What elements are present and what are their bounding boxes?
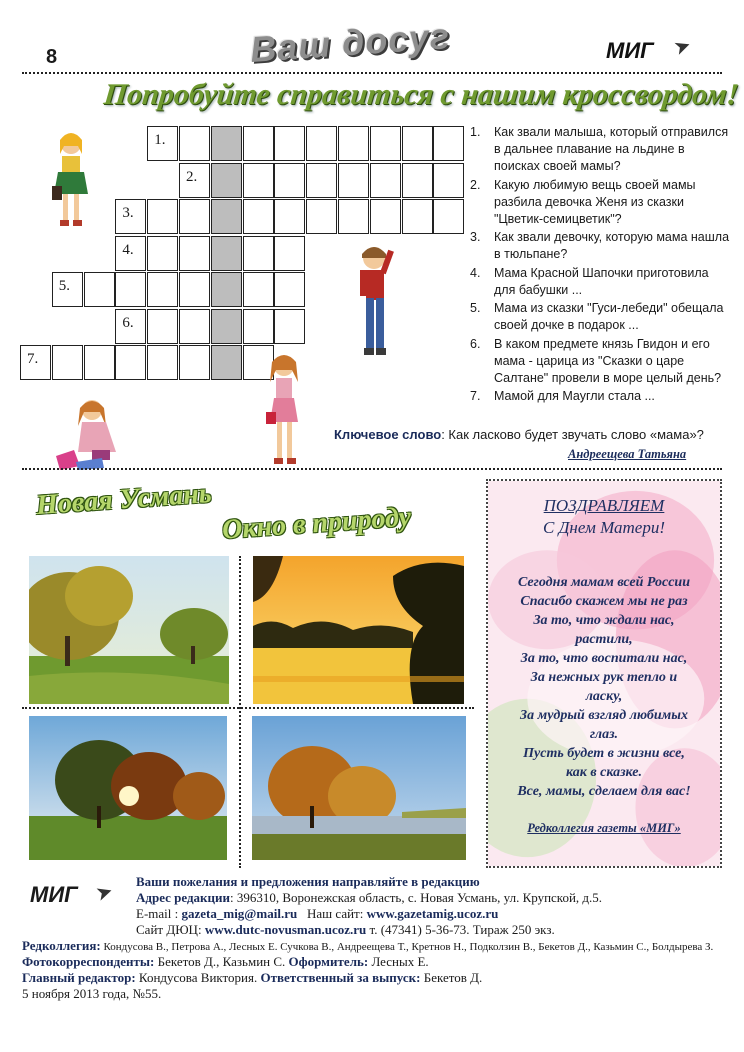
crossword-cell: 3. <box>115 199 146 234</box>
email-link[interactable]: gazeta_mig@mail.ru <box>181 906 298 921</box>
crossword-cell <box>274 272 305 307</box>
crossword-cell <box>243 309 274 344</box>
poem-line: ласку, <box>585 689 623 704</box>
poem-line: Спасибо скажем мы не раз <box>520 594 688 609</box>
crossword-cell <box>179 309 210 344</box>
footer-editor <box>22 970 482 986</box>
site2-label: Сайт ДЮЦ: <box>136 922 202 937</box>
crossword-cell: 1. <box>147 126 178 161</box>
divider <box>22 468 722 470</box>
question-text: В каком предмете князь Гвидон и его мама - царица из "Сказки о царе Салтане" провели в море целый день? <box>494 336 722 385</box>
nature-title-line1: Новая Усмань <box>35 477 213 522</box>
crossword-key-cell <box>211 309 242 344</box>
design-text: Лесных Е. <box>368 954 429 969</box>
paper-plane-icon: ➤ <box>93 879 116 907</box>
page-number: 8 <box>46 46 58 68</box>
question-item <box>470 265 732 299</box>
poem-line: За нежных рук тепло и <box>530 670 678 685</box>
greeting-line2: С Днем Матери! <box>543 518 665 537</box>
crossword-cell <box>402 163 433 198</box>
crossword-cell <box>433 199 464 234</box>
crossword-cell <box>370 163 401 198</box>
keyword-label: Ключевое слово <box>334 427 442 442</box>
crossword-key-cell <box>211 236 242 271</box>
footer-photographers <box>22 954 429 970</box>
girl-reading-figure <box>52 396 124 474</box>
crossword-cell <box>338 199 369 234</box>
release-label: Ответственный за выпуск: <box>260 970 421 985</box>
crossword-cell <box>179 199 210 234</box>
question-number: 1. <box>470 125 481 139</box>
crossword-cell <box>179 236 210 271</box>
footer-board <box>22 938 713 954</box>
poem-line: как в сказке. <box>566 765 642 780</box>
greeting-heading <box>488 495 720 539</box>
photo-text: Бекетов Д., Казьмин С. <box>154 954 289 969</box>
crossword-cell <box>338 126 369 161</box>
crossword-cell <box>433 163 464 198</box>
crossword-cell <box>274 126 305 161</box>
greeting-poem <box>488 573 720 801</box>
greeting-line1: ПОЗДРАВЛЯЕМ <box>543 496 665 515</box>
divider <box>22 707 474 709</box>
crossword-cell <box>147 272 178 307</box>
question-number: 6. <box>470 336 481 351</box>
photo-autumn-park <box>29 556 229 704</box>
question-text: Как звали девочку, которую мама нашла в тюльпане? <box>494 230 730 261</box>
crossword-cell <box>52 345 83 380</box>
site-link[interactable]: www.gazetamig.ucoz.ru <box>366 906 499 921</box>
question-number: 4. <box>470 265 481 280</box>
crossword-cell <box>84 345 115 380</box>
crossword-cell <box>306 126 337 161</box>
editor-label: Главный редактор: <box>22 970 136 985</box>
poem-line: За то, что ждали нас, <box>533 613 675 628</box>
crossword-cell <box>306 199 337 234</box>
girl-with-purse-figure <box>262 352 304 472</box>
crossword-cell <box>179 126 210 161</box>
crossword-cell <box>243 163 274 198</box>
crossword-key-cell <box>211 272 242 307</box>
email-label: E-mail : <box>136 906 179 921</box>
crossword-cell <box>338 163 369 198</box>
crossword-cell <box>274 199 305 234</box>
board-text: Кондусова В., Петрова А., Лесных Е. Сучкова В., Андреещева Т., Кретнов Н., Подколзин В., Бекетов Д., Казьмин С., Болдырева З. <box>100 941 714 953</box>
crossword-cell <box>402 126 433 161</box>
footer-invite: Ваши пожелания и предложения направляйте в редакцию <box>136 874 480 889</box>
crossword-cell <box>370 199 401 234</box>
crossword-cell <box>147 199 178 234</box>
board-label: Редколлегия: <box>22 938 101 953</box>
question-text: Мама Красной Шапочки приготовила для бабушки ... <box>494 265 709 297</box>
crossword-cell <box>243 126 274 161</box>
keyword-question <box>334 427 704 442</box>
crossword-cell <box>84 272 115 307</box>
release-text: Бекетов Д. <box>420 970 483 985</box>
mothers-day-greeting <box>486 479 722 868</box>
crossword-cell <box>274 236 305 271</box>
question-number: 3. <box>470 230 481 244</box>
question-text: Мамой для Маугли стала ... <box>494 389 655 403</box>
photo-golden-lake <box>253 556 464 704</box>
address-text: : 396310, Воронежская область, с. Новая Усмань, ул. Крупской, д.5. <box>230 890 603 905</box>
crossword-author: Андреещева Татьяна <box>568 447 687 461</box>
footer-logo: МИГ <box>30 882 78 907</box>
greeting-signature: Редколлегия газеты «МИГ» <box>527 821 681 835</box>
divider <box>239 556 241 868</box>
question-text: Какую любимую вещь своей мамы разбила девочка Женя из сказки "Цветик-семицветик"? <box>494 177 696 226</box>
editor-text: Кондусова Виктория. <box>135 970 261 985</box>
paper-plane-icon: ➤ <box>670 33 695 61</box>
crossword-cell <box>147 345 178 380</box>
crossword-cell: 7. <box>20 345 51 380</box>
crossword-cell: 4. <box>115 236 146 271</box>
crossword-cell <box>147 309 178 344</box>
footer-contacts <box>136 906 498 922</box>
question-text: Мама из сказки "Гуси-лебеди" обещала своей дочке в подарок ... <box>494 301 724 332</box>
photo-river-autumn <box>252 716 466 860</box>
issue-date: 5 ноября 2013 года, №55. <box>22 986 162 1001</box>
boy-waving-figure <box>352 240 400 362</box>
crossword-cell <box>274 163 305 198</box>
question-number: 2. <box>470 177 481 192</box>
crossword-questions <box>470 124 732 407</box>
crossword-cell <box>115 345 146 380</box>
crossword-key-cell <box>211 345 242 380</box>
crossword-cell <box>243 272 274 307</box>
poem-line: За то, что воспитали нас, <box>520 651 688 666</box>
crossword-cell: 2. <box>179 163 210 198</box>
crossword-cell <box>274 309 305 344</box>
question-item <box>470 300 732 334</box>
section-title: Ваш досуг <box>248 15 452 70</box>
crossword-cell <box>179 345 210 380</box>
divider <box>22 72 722 74</box>
girl-with-bag-figure <box>50 130 92 232</box>
crossword-cell <box>370 126 401 161</box>
question-number: 7. <box>470 389 481 403</box>
phone-text: т. (47341) 5-36-73. Тираж 250 экз. <box>366 922 555 937</box>
crossword-title: Попробуйте справиться с нашим кроссвордом! <box>102 78 741 111</box>
crossword-cell: 6. <box>115 309 146 344</box>
crossword-cell <box>243 236 274 271</box>
crossword-cell <box>402 199 433 234</box>
site-label: Наш сайт: <box>306 906 364 921</box>
nature-title-line2: Окно в природу <box>221 501 413 546</box>
question-item <box>470 177 732 228</box>
footer-address <box>136 890 602 906</box>
poem-line: глаз. <box>589 727 619 742</box>
question-number: 5. <box>470 301 481 315</box>
crossword-key-cell <box>211 163 242 198</box>
photo-label: Фотокорреспонденты: <box>22 954 155 969</box>
design-label: Оформитель: <box>288 954 369 969</box>
address-label: Адрес редакции <box>136 890 231 905</box>
crossword-cell <box>179 272 210 307</box>
crossword-cell <box>243 199 274 234</box>
footer-site2 <box>136 922 555 938</box>
poem-line: За мудрый взгляд любимых <box>520 708 688 723</box>
crossword-cell <box>306 163 337 198</box>
newspaper-logo: МИГ <box>606 38 654 63</box>
crossword-cell <box>115 272 146 307</box>
crossword-key-cell <box>211 199 242 234</box>
site2-link[interactable]: www.dutc-novusman.ucoz.ru <box>204 922 367 937</box>
crossword-cell: 5. <box>52 272 83 307</box>
question-item <box>470 229 732 263</box>
poem-line: растили, <box>575 632 633 647</box>
keyword-text: : Как ласково будет звучать слово «мама»? <box>441 427 704 442</box>
question-item <box>470 124 732 175</box>
crossword-cell <box>147 236 178 271</box>
poem-line: Сегодня мамам всей России <box>518 575 690 590</box>
question-text: Как звали малыша, который отправился в дальнее плавание на льдине в поисках своей мамы? <box>494 125 729 173</box>
question-item <box>470 388 732 405</box>
poem-line: Все, мамы, сделаем для вас! <box>517 784 691 799</box>
photo-sunset-trees <box>29 716 227 860</box>
question-item <box>470 336 732 387</box>
poem-line: Пусть будет в жизни все, <box>523 746 685 761</box>
crossword-cell <box>433 126 464 161</box>
crossword-key-cell <box>211 126 242 161</box>
